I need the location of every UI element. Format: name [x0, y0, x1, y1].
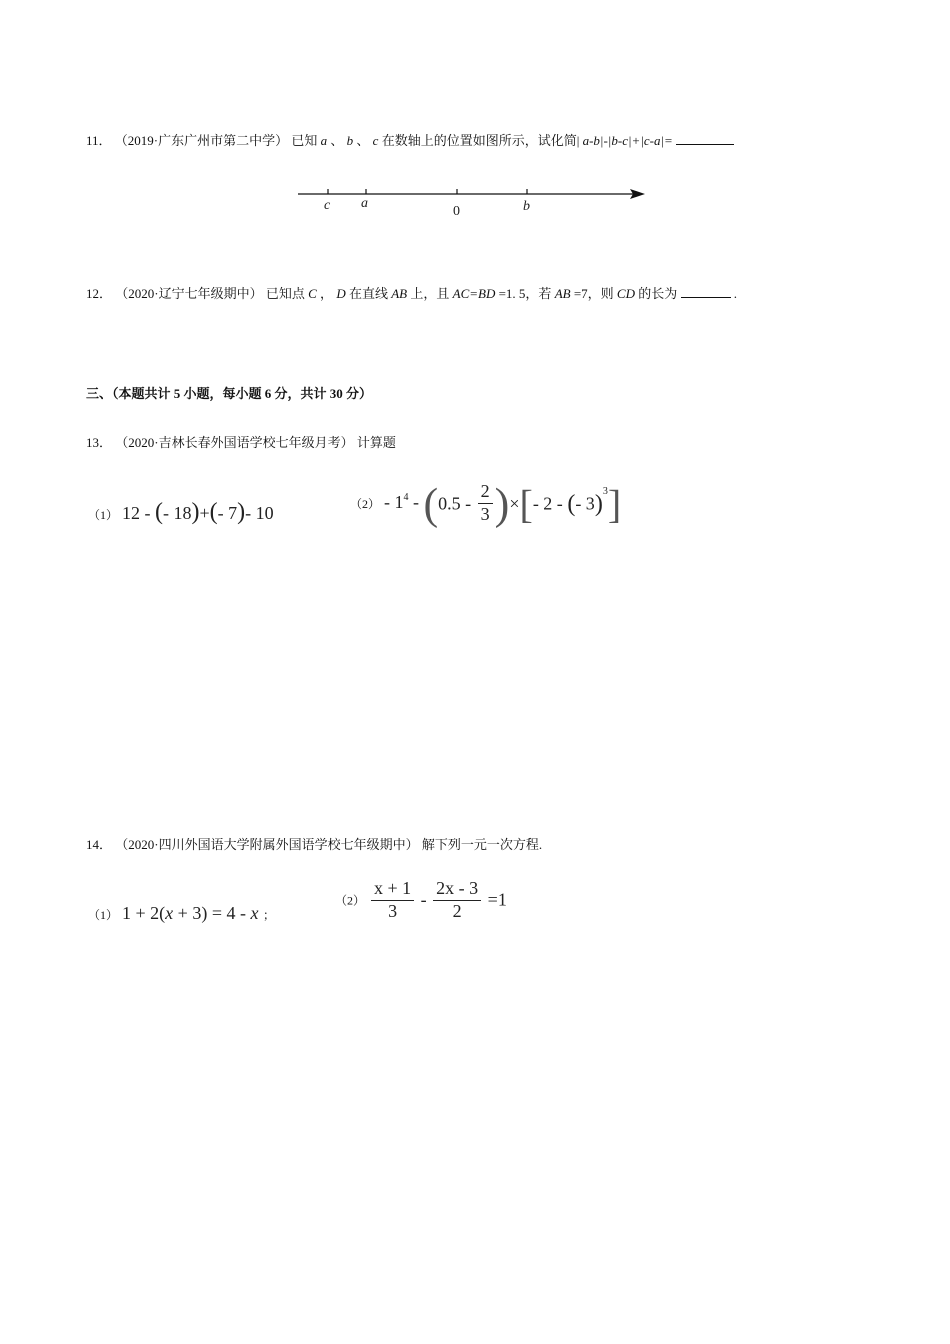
- question-text: 计算题: [356, 435, 396, 450]
- section-heading: 三、（本题共计 5 小题，每小题 6 分，共计 30 分）: [86, 386, 373, 401]
- question-expression: a-b|-|b-c|+|c-a|=: [582, 133, 673, 148]
- question-text: 解下列一元一次方程.: [421, 837, 543, 852]
- part-label: （1）: [88, 908, 119, 922]
- question-source: （2020·辽宁七年级期中）: [115, 286, 263, 301]
- part-label: （2）: [350, 497, 381, 511]
- question-source: （2019·广东广州市第二中学）: [114, 133, 289, 148]
- question-14: [86, 834, 542, 853]
- q14-part-1: （1） 1 + 2(x + 3) = 4 - x ；: [88, 903, 275, 923]
- math-expression: 12 - (- 18)+(- 7)- 10: [122, 499, 274, 525]
- question-number: 11．: [86, 133, 112, 148]
- math-expression: $\frac{x + 1}{3}$ - $\frac{2x - 3}{2}$ =1: [369, 888, 507, 908]
- question-number: 12．: [86, 286, 113, 301]
- answer-blank[interactable]: [676, 133, 734, 145]
- math-expression: - $1^4 - (0.5$ - $\frac{2}{3}$ )×[- 2 - (- 3)$^3$]: [384, 479, 622, 528]
- question-number: 13．: [86, 435, 113, 450]
- label-c: c: [324, 198, 331, 213]
- number-line-figure: [290, 180, 660, 222]
- q13-part-1: [88, 500, 274, 524]
- q14-part-2: [335, 878, 507, 922]
- question-number: 14．: [86, 837, 113, 852]
- question-12: 12． （2020·辽宁七年级期中） 已知点 C ， D 在直线 AB 上，且 AC=BD =1. 5，若 AB =7，则 CD 的长为 .: [86, 286, 737, 301]
- answer-blank[interactable]: [681, 286, 731, 298]
- label-zero: 0: [453, 204, 460, 219]
- question-source: （2020·四川外国语大学附属外国语学校七年级期中）: [115, 837, 419, 852]
- question-13: [86, 432, 396, 451]
- question-11: 11． （2019·广东广州市第二中学） 已知 a 、 b 、 c 在数轴上的位置如图所示，试化简| a-b|-|b-c|+|c-a|=: [86, 130, 734, 149]
- label-b: b: [523, 199, 530, 214]
- label-a: a: [361, 196, 368, 211]
- part-label: （1）: [88, 508, 119, 522]
- math-expression: 1 + 2(x + 3) = 4 - x: [122, 903, 259, 923]
- q13-part-2: [350, 478, 621, 529]
- question-source: （2020·吉林长春外国语学校七年级月考）: [115, 435, 354, 450]
- part-label: （2）: [335, 893, 366, 908]
